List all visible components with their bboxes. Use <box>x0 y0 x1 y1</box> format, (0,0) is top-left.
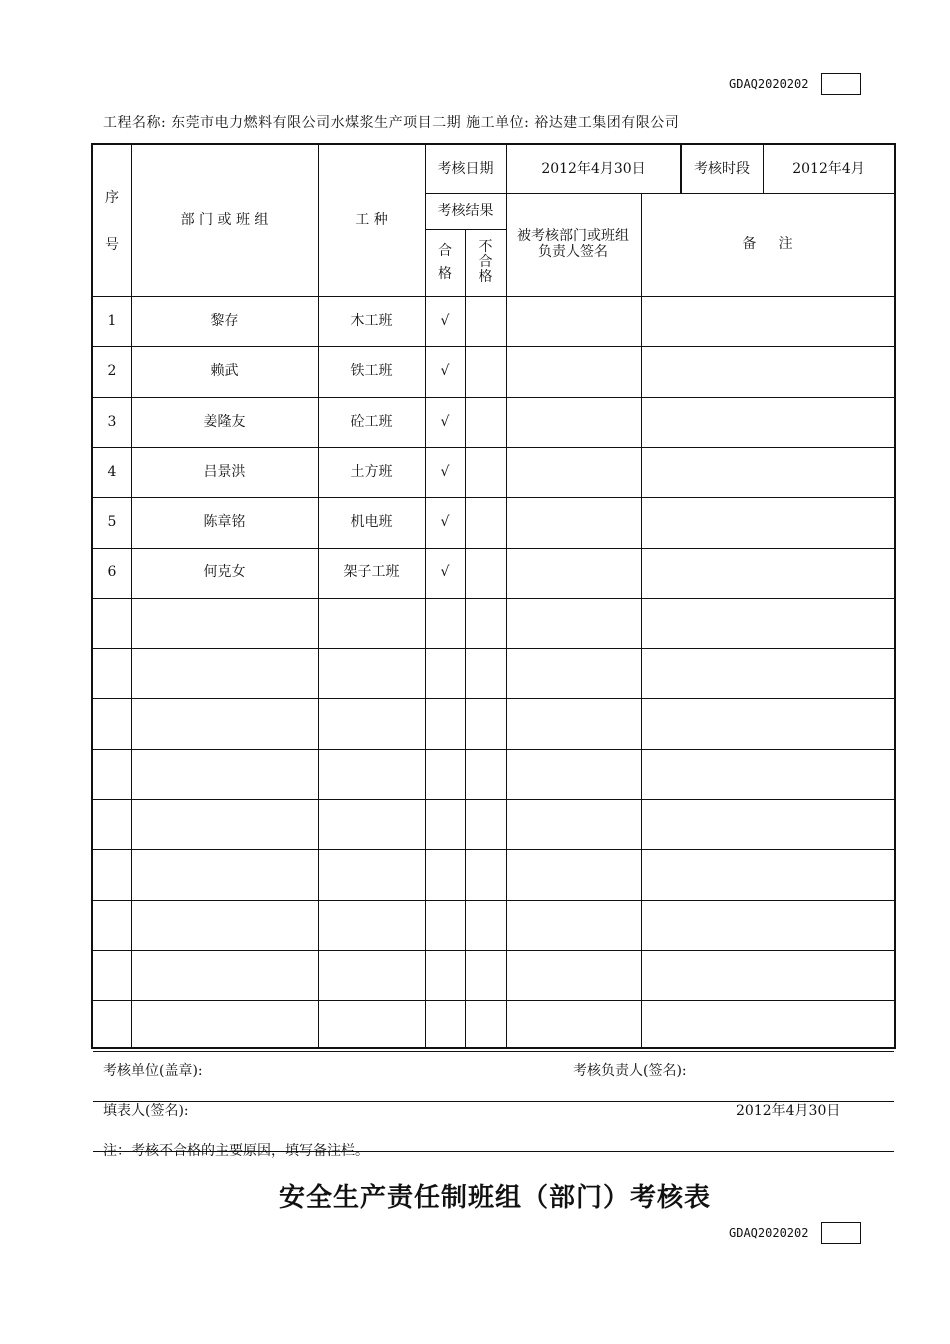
row-seq <box>93 799 131 849</box>
row-fail-mark <box>465 900 506 950</box>
row-work-type <box>318 1051 425 1101</box>
row-pass-mark <box>425 698 465 748</box>
document-title: 安全生产责任制班组（部门）考核表 <box>278 1183 711 1213</box>
exam-leader-label: 考核负责人(签名): <box>573 1063 687 1079</box>
row-work-type <box>318 799 425 849</box>
header-fail-char: 不 <box>478 239 493 256</box>
exam-unit-label: 考核单位(盖章): <box>103 1063 203 1079</box>
row-seq <box>93 598 131 648</box>
row-fail-mark <box>465 1000 506 1050</box>
header-work-type: 工 种 <box>355 212 388 229</box>
row-seq: 1 <box>107 312 117 329</box>
header-pass-char: 合 <box>438 243 452 260</box>
row-seq: 4 <box>107 463 117 480</box>
row-seq <box>93 749 131 799</box>
header-fail-char: 合 <box>478 254 493 271</box>
assessment-table <box>91 143 896 1049</box>
row-signature <box>506 598 641 648</box>
row-pass-mark: √ <box>440 463 450 480</box>
row-fail-mark <box>465 749 506 799</box>
row-fail-mark <box>465 1101 506 1151</box>
header-pass-char: 格 <box>438 265 452 282</box>
row-remarks <box>641 497 894 547</box>
row-remarks <box>641 346 894 396</box>
row-work-type: 砼工班 <box>350 413 393 430</box>
row-pass-mark <box>425 900 465 950</box>
footer-note: 注：考核不合格的主要原因，填写备注栏。 <box>103 1143 369 1159</box>
row-signature <box>506 950 641 1000</box>
row-remarks <box>641 950 894 1000</box>
row-work-type <box>318 698 425 748</box>
row-work-type <box>318 1000 425 1050</box>
row-name: 吕景洪 <box>203 463 246 480</box>
row-work-type: 架子工班 <box>343 564 400 581</box>
row-seq <box>93 900 131 950</box>
row-work-type: 土方班 <box>350 463 393 480</box>
row-seq <box>93 849 131 899</box>
row-work-type <box>318 900 425 950</box>
header-seq-top: 序 <box>105 189 119 206</box>
row-work-type: 铁工班 <box>350 363 393 380</box>
header-exam-date-label: 考核日期 <box>437 160 494 177</box>
row-signature <box>506 900 641 950</box>
row-pass-mark <box>425 648 465 698</box>
header-remarks: 备 注 <box>742 236 793 253</box>
row-remarks <box>641 849 894 899</box>
filler-label: 填表人(签名): <box>103 1103 189 1119</box>
row-name: 姜隆友 <box>203 413 246 430</box>
row-fail-mark <box>465 698 506 748</box>
row-work-type <box>318 598 425 648</box>
row-signature <box>506 397 641 447</box>
row-work-type <box>318 648 425 698</box>
row-seq <box>93 648 131 698</box>
row-remarks <box>641 1000 894 1050</box>
row-work-type <box>318 849 425 899</box>
row-signature <box>506 799 641 849</box>
row-signature <box>506 346 641 396</box>
row-signature <box>506 648 641 698</box>
row-fail-mark <box>465 648 506 698</box>
row-pass-mark <box>425 1000 465 1050</box>
row-signature <box>506 698 641 748</box>
row-fail-mark <box>465 799 506 849</box>
row-name <box>131 950 318 1000</box>
row-signature <box>506 849 641 899</box>
row-seq: 2 <box>107 363 117 380</box>
row-remarks <box>641 900 894 950</box>
row-pass-mark <box>425 1101 465 1151</box>
row-name: 陈章铭 <box>203 514 246 531</box>
row-seq: 3 <box>107 413 117 430</box>
row-pass-mark: √ <box>440 564 450 581</box>
row-seq <box>93 950 131 1000</box>
document-code-bottom: GDAQ2020202 <box>729 1226 809 1240</box>
row-work-type: 机电班 <box>350 514 393 531</box>
row-remarks <box>641 447 894 497</box>
header-exam-result-label: 考核结果 <box>437 202 494 219</box>
document-code-box-top <box>821 73 861 95</box>
row-name <box>131 698 318 748</box>
row-work-type <box>318 749 425 799</box>
header-seq-bottom: 号 <box>105 236 119 253</box>
row-remarks <box>641 698 894 748</box>
row-name <box>131 648 318 698</box>
row-pass-mark: √ <box>440 514 450 531</box>
row-signature <box>506 447 641 497</box>
header-signature: 被考核部门或班组负责人签名 <box>517 228 629 260</box>
header-fail <box>465 229 506 296</box>
row-signature <box>506 749 641 799</box>
row-name <box>131 900 318 950</box>
row-name <box>131 1000 318 1050</box>
document-code-top: GDAQ2020202 <box>729 77 809 91</box>
header-fail-char: 格 <box>478 268 493 285</box>
row-name: 黎存 <box>210 312 239 329</box>
row-remarks <box>641 548 894 598</box>
row-pass-mark <box>425 749 465 799</box>
row-remarks <box>641 397 894 447</box>
row-name <box>131 598 318 648</box>
row-pass-mark <box>425 1051 465 1101</box>
row-signature <box>506 548 641 598</box>
row-signature <box>506 1101 641 1151</box>
row-pass-mark <box>425 849 465 899</box>
row-fail-mark <box>465 1051 506 1101</box>
project-info-line: 工程名称: 东莞市电力燃料有限公司水煤浆生产项目二期 施工单位: 裕达建工集团有限公司 <box>103 115 680 131</box>
row-seq <box>93 1000 131 1050</box>
row-fail-mark <box>465 346 506 396</box>
row-fail-mark <box>465 548 506 598</box>
row-fail-mark <box>465 397 506 447</box>
row-name <box>131 799 318 849</box>
row-fail-mark <box>465 296 506 346</box>
row-pass-mark <box>425 598 465 648</box>
row-work-type: 木工班 <box>350 312 393 329</box>
row-remarks <box>641 749 894 799</box>
row-remarks <box>641 648 894 698</box>
row-remarks <box>641 799 894 849</box>
row-seq <box>93 698 131 748</box>
header-pass <box>425 229 465 296</box>
row-pass-mark: √ <box>440 312 450 329</box>
row-signature <box>506 296 641 346</box>
row-remarks <box>641 296 894 346</box>
row-seq: 6 <box>107 564 117 581</box>
row-pass-mark <box>425 799 465 849</box>
row-name <box>131 749 318 799</box>
row-fail-mark <box>465 950 506 1000</box>
row-pass-mark <box>425 950 465 1000</box>
row-signature <box>506 1000 641 1050</box>
row-fail-mark <box>465 447 506 497</box>
document-code-box-bottom <box>821 1222 861 1244</box>
row-seq: 5 <box>107 514 117 531</box>
row-pass-mark: √ <box>440 413 450 430</box>
row-fail-mark <box>465 598 506 648</box>
row-remarks <box>641 598 894 648</box>
row-name <box>131 849 318 899</box>
row-pass-mark: √ <box>440 363 450 380</box>
header-department: 部 门 或 班 组 <box>180 212 269 229</box>
header-exam-period-label: 考核时段 <box>694 160 750 177</box>
header-exam-period-value: 2012年4月 <box>792 160 865 177</box>
row-work-type <box>318 950 425 1000</box>
row-name: 何克女 <box>203 564 246 581</box>
header-exam-date-value: 2012年4月30日 <box>541 160 646 177</box>
footer-date: 2012年4月30日 <box>736 1103 841 1119</box>
row-name: 赖武 <box>210 363 239 380</box>
row-fail-mark <box>465 849 506 899</box>
row-fail-mark <box>465 497 506 547</box>
row-signature <box>506 497 641 547</box>
